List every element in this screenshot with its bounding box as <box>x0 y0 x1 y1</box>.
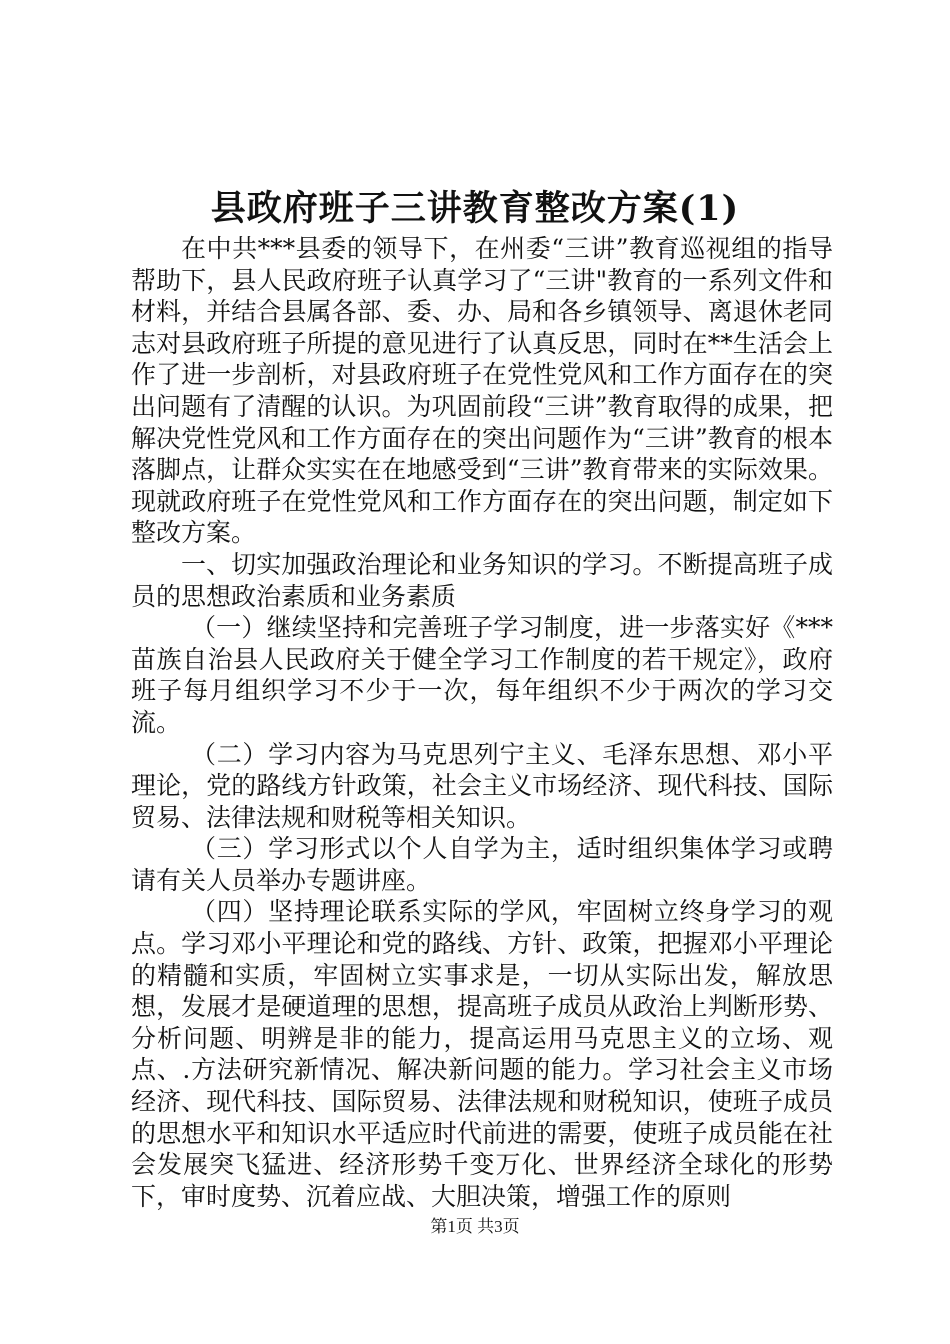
paragraph-item-4: （四）坚持理论联系实际的学风，牢固树立终身学习的观点。学习邓小平理论和党的路线、方针、政策，把握邓小平理论的精髓和实质，牢固树立实事求是，一切从实际出发，解放思想，发展才是硬道理的思想，提高班子成员从政治上判断形势、分析问题、明辨是非的能力，提高运用马克思主义的立场、观点、.方法研究新情况、解决新问题的能力。学习社会主义市场经济、现代科技、国际贸易、法律法规和财税知识，使班子成员的思想水平和知识水平适应时代前进的需要，使班子成员能在社会发展突飞猛进、经济形势千变万化、世界经济全球化的形势下，审时度势、沉着应战、大胆决策，增强工作的原则 <box>131 897 833 1211</box>
page-footer: 第1页 共3页 <box>430 1217 520 1236</box>
paragraph-item-3: （三）学习形式以个人自学为主，适时组织集体学习或聘请有关人员举办专题讲座。 <box>131 834 833 895</box>
paragraph-item-2: （二）学习内容为马克思列宁主义、毛泽东思想、邓小平理论，党的路线方针政策，社会主义市场经济、现代科技、国际贸易、法律法规和财税等相关知识。 <box>131 739 833 832</box>
paragraph-section-1-heading: 一、切实加强政治理论和业务知识的学习。不断提高班子成员的思想政治素质和业务素质 <box>131 549 833 611</box>
document-title: 县政府班子三讲教育整改方案(1) <box>210 188 740 229</box>
document-body <box>131 233 833 1212</box>
paragraph-intro: 在中共***县委的领导下，在州委“三讲”教育巡视组的指导帮助下，县人民政府班子认真学习了“三讲"教育的一系列文件和材料，并结合县属各部、委、办、局和各乡镇领导、离退休老同志对县政府班子所提的意见进行了认真反思，同时在**生活会上作了进一步剖析，对县政府班子在党性党风和工作方面存在的突出问题有了清醒的认识。为巩固前段“三讲”教育取得的成果，把解决党性党风和工作方面存在的突出问题作为“三讲”教育的根本落脚点，让群众实实在在地感受到“三讲”教育带来的实际效果。现就政府班子在党性党风和工作方面存在的突出问题，制定如下整改方案。 <box>131 234 833 548</box>
paragraph-item-1: （一）继续坚持和完善班子学习制度，进一步落实好《***苗族自治县人民政府关于健全学习工作制度的若干规定》，政府班子每月组织学习不少于一次，每年组织不少于两次的学习交流。 <box>131 613 833 737</box>
